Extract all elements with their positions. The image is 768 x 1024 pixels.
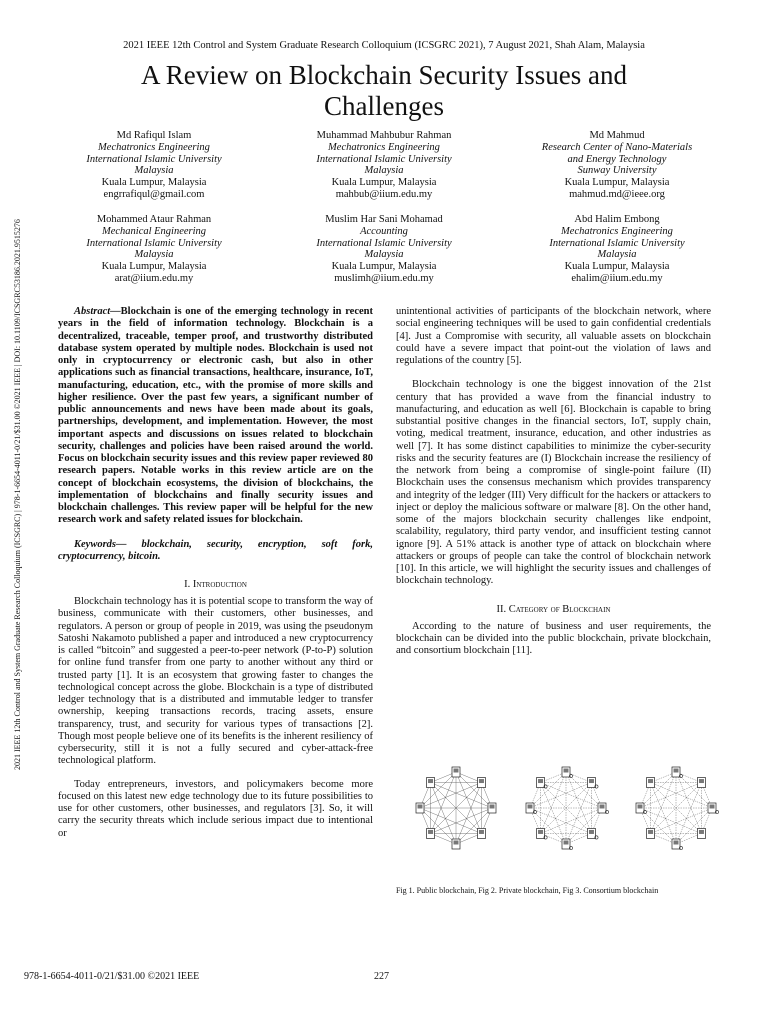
conference-header: 2021 IEEE 12th Control and System Graduate Research Colloquium (ICSGRC 2021), 7 August 2021, Shah Alam, Malaysia — [123, 40, 645, 51]
category-paragraph: According to the nature of business and user requirements, the blockchain can be divided into the public blockchain, private blockchain, and consortium blockchain [11]. — [396, 620, 711, 656]
node-screen-icon — [638, 805, 643, 809]
node-screen-icon — [648, 830, 653, 834]
node-screen-icon — [674, 769, 679, 773]
keywords-text: — blockchain, security, encryption, soft fork, cryptocurrency, bitcoin. — [58, 538, 373, 562]
node-screen-icon — [538, 779, 543, 783]
author-email: arat@iium.edu.my — [114, 272, 194, 284]
author-block — [269, 214, 499, 285]
author-block — [39, 130, 269, 201]
node-screen-icon — [648, 779, 653, 783]
title-line-2: Challenges — [324, 91, 444, 121]
node-screen-icon — [589, 779, 594, 783]
author-dept: Mechatronics Engineering — [561, 225, 673, 237]
author-name: Muhammad Mahbubur Rahman — [316, 130, 452, 141]
author-org2: Malaysia — [364, 249, 404, 261]
author-city: Kuala Lumpur, Malaysia — [564, 177, 670, 189]
figure-caption: Fig 1. Public blockchain, Fig 2. Private blockchain, Fig 3. Consortium blockchain — [396, 886, 659, 895]
author-org2: Malaysia — [364, 165, 404, 177]
node-screen-icon — [564, 769, 569, 773]
node-screen-icon — [589, 830, 594, 834]
intro-paragraph-1: Blockchain technology has it is potential scope to transform the way of business, communicate with their customers, other businesses, and regulators. A person or group of people in 2019, was using the pseudonym Satoshi Nakamoto published a paper and introduced a new cryptocurrency is called “bitcoin” and suggested a peer-to-peer network (P-to-P) solution for online fund transfer from one party to another without any third or trusted party [1]. It is an ecosystem that growing faster to changes the technological concept across the globe. Blockchain is a type of distributed ledger technology that is a distributed and immutable ledger to transfer ownership, keeping transactions records, tracing assets, ensure transparency, trust, and security for various types of transactions [2]. Though most people believe one of its benefits is the inherent resiliency of cybersecurity, still it is not a fully secured and cyber-attack-free technological platform. — [58, 596, 373, 767]
author-email: engrrafiqul@gmail.com — [103, 188, 205, 200]
keywords-label: Keywords — [74, 538, 116, 550]
consortium-blockchain-diagram — [636, 767, 719, 850]
author-org2: Malaysia — [134, 249, 174, 261]
node-screen-icon — [528, 805, 533, 809]
node-screen-icon — [454, 841, 459, 845]
intro-paragraph-3: unintentional activities of participants of the blockchain network, where social engineering techniques will be used to gain confidential credentials [4]. Just a Compromise with security, all valuable assets on blockchain could have a severe impact that point-out the violation of laws and regulations of the country [5]. — [396, 306, 711, 366]
author-name: Md Rafiqul Islam — [116, 130, 192, 141]
author-city: Kuala Lumpur, Malaysia — [101, 177, 207, 189]
author-email: muslimh@iium.edu.my — [334, 272, 434, 284]
node-screen-icon — [454, 769, 459, 773]
author-dept: Accounting — [360, 225, 408, 237]
author-dept: Research Center of Nano-Materials — [541, 141, 693, 153]
section-number: II. — [496, 603, 507, 615]
abstract-label: Abstract — [74, 306, 111, 317]
node-screen-icon — [490, 805, 495, 809]
section-heading-introduction — [58, 579, 373, 591]
abstract-text: —Blockchain is one of the emerging technology in recent years in the field of information technology. Blockchain is a decentralized, traceable, temper proof, and trustworthy distributed database system operated by multiple nodes. Blockchain is used not only in cryptocurrency or electronic cash, but also in other applications such as financial transactions, healthcare, insurance, IoT, manufacturing, education, etc., with the promise of more skills and higher resilience. Over the past few years, a significant number of public announcements and news have been made about its goals, partnerships, development, and implementation. However, the most important aspects and discussions on issues related to blockchain security, challenges and policies have been raised around the world. Focus on blockchain security issues and this review paper reviewed 80 research papers. Notable works in this review article are on the concept of blockchain ecosystems, the division of blockchains, the implementation of blockchains and finally security issues and blockchain challenges. This review paper will be helpful for the new research work and safety related issues for blockchain. — [58, 306, 373, 526]
author-email: mahbub@iium.edu.my — [335, 188, 433, 200]
node-screen-icon — [418, 805, 423, 809]
blockchain-figure — [408, 762, 726, 854]
node-screen-icon — [699, 830, 704, 834]
section-title: Introduction — [192, 579, 247, 590]
section-title: Category of Blockchain — [508, 603, 611, 615]
author-dept: Mechatronics Engineering — [98, 141, 210, 153]
node-screen-icon — [699, 779, 704, 783]
author-org: International Islamic University — [549, 237, 685, 249]
public-blockchain-diagram — [416, 767, 496, 849]
author-org2: Malaysia — [597, 249, 637, 261]
title-line-1: A Review on Blockchain Security Issues and — [141, 60, 627, 90]
private-blockchain-diagram — [526, 767, 609, 850]
node-screen-icon — [479, 830, 484, 834]
paper-title — [60, 60, 708, 122]
left-column — [58, 306, 373, 840]
author-org: International Islamic University — [316, 237, 452, 249]
author-name: Abd Halim Embong — [574, 214, 660, 225]
author-org: International Islamic University — [86, 153, 222, 165]
side-copyright-note: 2021 IEEE 12th Control and System Graduate Research Colloquium (ICSGRC) | 978-1-6654-4011-0/21/$31.00 ©2021 IEEE | DOI: 10.1109/ICSGRC53186.2021.9515276 — [13, 219, 22, 770]
section-heading-category — [396, 604, 711, 616]
author-email: mahmud.md@ieee.org — [569, 188, 665, 200]
author-dept: Mechatronics Engineering — [328, 141, 440, 153]
author-org: International Islamic University — [316, 153, 452, 165]
node-screen-icon — [538, 830, 543, 834]
author-org2: Malaysia — [134, 165, 174, 177]
section-number: I. — [184, 579, 191, 590]
author-org: and Energy Technology — [567, 153, 667, 165]
author-block — [39, 214, 269, 285]
node-screen-icon — [674, 841, 679, 845]
author-city: Kuala Lumpur, Malaysia — [331, 177, 437, 189]
node-screen-icon — [428, 779, 433, 783]
author-city: Kuala Lumpur, Malaysia — [331, 261, 437, 273]
author-name: Mohammed Ataur Rahman — [96, 214, 212, 225]
node-screen-icon — [600, 805, 605, 809]
author-block — [502, 130, 732, 201]
author-name: Md Mahmud — [589, 130, 645, 141]
node-screen-icon — [479, 779, 484, 783]
author-name: Muslim Har Sani Mohamad — [325, 214, 443, 225]
author-block — [269, 130, 499, 201]
keywords — [58, 539, 373, 564]
node-screen-icon — [710, 805, 715, 809]
author-org2: Sunway University — [577, 165, 657, 177]
node-screen-icon — [564, 841, 569, 845]
intro-paragraph-4: Blockchain technology is one the biggest innovation of the 21st century that has provided a wave from the financial industry to manufacturing, and education as well [6]. Blockchain is capable to bring substantial positive changes in the financial sectors, IoT, supply chain, voting, medical treatment, insurance, education, and other industries as well [7]. It has some distinct capabilities to minimize the cyber-security risks and the security features are (I) Blockchain increase the resiliency of the network from being a compromise of single-point failure (II) Blockchain uses the consensus mechanism which provides transparency and integrity of the ledger (III) Very difficult for the hackers or attackers to inject or deploy the malicious software or malware [8]. On the other hand, some of the majors blockchain security challenges like endpoint, scalability, regulatory, third party vendor, and insufficient testing cannot ignore [9]. A 51% attack is another type of attack on blockchain where attackers or groups of people can take the control of blockchain network [10]. In this article, we will highlight the security issues and challenges of blockchain technology. — [396, 379, 711, 587]
page-number: 227 — [374, 971, 389, 982]
footer-copyright: 978-1-6654-4011-0/21/$31.00 ©2021 IEEE — [24, 971, 200, 982]
author-email: ehalim@iium.edu.my — [571, 272, 663, 284]
abstract — [58, 306, 373, 527]
author-block — [502, 214, 732, 285]
author-dept: Mechanical Engineering — [101, 225, 207, 237]
author-org: International Islamic University — [86, 237, 222, 249]
right-column — [396, 306, 711, 657]
author-city: Kuala Lumpur, Malaysia — [101, 261, 207, 273]
intro-paragraph-2: Today entrepreneurs, investors, and policymakers become more focused on this latest new edge technology due to its future possibilities to use for other customers, other businesses, and regulators [3]. So, it will carry the security threats which include serious impact due to intentional or — [58, 778, 373, 839]
author-city: Kuala Lumpur, Malaysia — [564, 261, 670, 273]
node-screen-icon — [428, 830, 433, 834]
